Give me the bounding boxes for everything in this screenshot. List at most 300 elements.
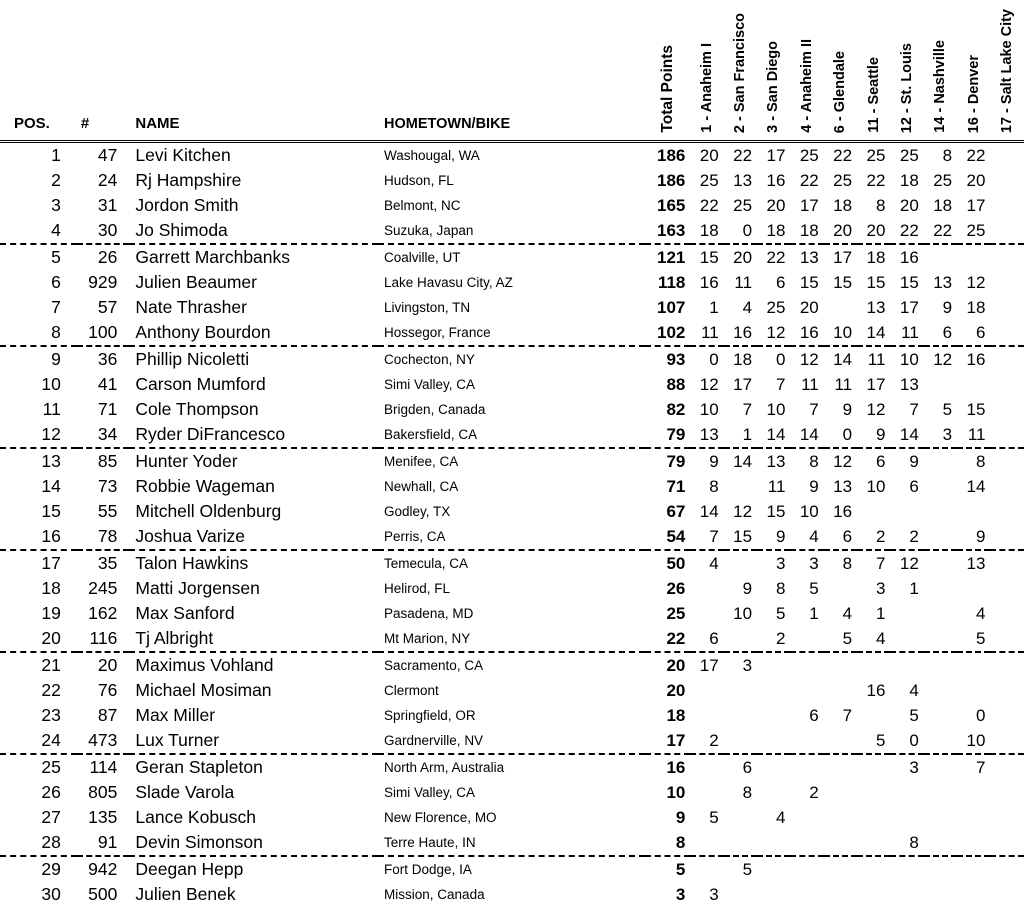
header-round-3 xyxy=(757,0,790,142)
cell-round-points: 14 xyxy=(857,320,890,346)
cell-round-points: 16 xyxy=(790,320,823,346)
cell-round-points xyxy=(990,830,1024,856)
cell-round-points xyxy=(957,652,990,678)
cell-round-points: 5 xyxy=(690,805,723,830)
cell-round-points: 4 xyxy=(824,601,857,626)
cell-rider-number: 100 xyxy=(77,320,130,346)
cell-round-points xyxy=(924,780,957,805)
cell-round-points: 10 xyxy=(757,397,790,422)
cell-round-points xyxy=(790,728,823,754)
cell-round-points xyxy=(690,576,723,601)
cell-round-points xyxy=(790,626,823,652)
cell-round-points: 13 xyxy=(857,295,890,320)
cell-round-points xyxy=(690,780,723,805)
cell-total-points: 26 xyxy=(645,576,690,601)
cell-position: 30 xyxy=(0,882,77,907)
cell-round-points: 12 xyxy=(790,346,823,372)
cell-position: 12 xyxy=(0,422,77,448)
table-row xyxy=(0,703,1024,728)
cell-round-points: 22 xyxy=(857,168,890,193)
cell-rider-number: 245 xyxy=(77,576,130,601)
cell-round-points xyxy=(924,244,957,270)
header-round-3-label: 3 - San Diego xyxy=(766,41,781,133)
cell-round-points: 5 xyxy=(924,397,957,422)
cell-round-points: 15 xyxy=(957,397,990,422)
cell-rider-number: 20 xyxy=(77,652,130,678)
cell-rider-name: Phillip Nicoletti xyxy=(129,346,378,372)
cell-round-points: 4 xyxy=(724,295,757,320)
cell-round-points: 18 xyxy=(790,218,823,244)
cell-round-points xyxy=(890,882,923,907)
header-round-2-label: 2 - San Francisco xyxy=(733,13,748,133)
cell-round-points xyxy=(990,346,1024,372)
cell-total-points: 5 xyxy=(645,856,690,882)
cell-round-points xyxy=(857,830,890,856)
cell-rider-number: 500 xyxy=(77,882,130,907)
cell-round-points: 25 xyxy=(724,193,757,218)
cell-round-points xyxy=(957,244,990,270)
cell-round-points xyxy=(957,882,990,907)
cell-hometown: Springfield, OR xyxy=(378,703,645,728)
cell-round-points: 16 xyxy=(690,270,723,295)
cell-total-points: 107 xyxy=(645,295,690,320)
header-number: # xyxy=(77,0,130,142)
cell-round-points xyxy=(924,448,957,474)
cell-round-points: 2 xyxy=(890,524,923,550)
cell-total-points: 186 xyxy=(645,168,690,193)
cell-round-points xyxy=(890,805,923,830)
cell-round-points: 22 xyxy=(924,218,957,244)
cell-round-points xyxy=(824,780,857,805)
cell-rider-name: Devin Simonson xyxy=(129,830,378,856)
table-row xyxy=(0,805,1024,830)
header-round-4-label: 4 - Anaheim II xyxy=(800,39,815,133)
cell-round-points: 17 xyxy=(757,142,790,169)
cell-round-points: 20 xyxy=(824,218,857,244)
cell-round-points xyxy=(990,422,1024,448)
cell-round-points: 6 xyxy=(857,448,890,474)
cell-hometown: Helirod, FL xyxy=(378,576,645,601)
cell-round-points xyxy=(990,448,1024,474)
cell-position: 17 xyxy=(0,550,77,576)
header-hometown-bike: HOMETOWN/BIKE xyxy=(378,0,645,142)
cell-rider-number: 473 xyxy=(77,728,130,754)
table-body xyxy=(0,142,1024,907)
cell-position: 10 xyxy=(0,372,77,397)
header-round-1 xyxy=(690,0,723,142)
cell-round-points: 8 xyxy=(724,780,757,805)
cell-round-points: 15 xyxy=(824,270,857,295)
cell-position: 3 xyxy=(0,193,77,218)
cell-rider-number: 87 xyxy=(77,703,130,728)
cell-round-points xyxy=(790,754,823,780)
cell-round-points: 11 xyxy=(790,372,823,397)
table-row xyxy=(0,499,1024,524)
cell-rider-number: 31 xyxy=(77,193,130,218)
cell-rider-name: Geran Stapleton xyxy=(129,754,378,780)
cell-total-points: 50 xyxy=(645,550,690,576)
cell-rider-number: 35 xyxy=(77,550,130,576)
cell-rider-number: 71 xyxy=(77,397,130,422)
cell-round-points: 15 xyxy=(857,270,890,295)
table-row xyxy=(0,474,1024,499)
cell-round-points xyxy=(790,652,823,678)
cell-round-points xyxy=(890,652,923,678)
header-round-17-label: 17 - Salt Lake City xyxy=(1000,9,1015,133)
cell-round-points xyxy=(924,830,957,856)
cell-position: 23 xyxy=(0,703,77,728)
cell-position: 4 xyxy=(0,218,77,244)
cell-round-points: 9 xyxy=(790,474,823,499)
cell-round-points xyxy=(690,678,723,703)
table-row xyxy=(0,193,1024,218)
cell-round-points xyxy=(724,678,757,703)
cell-rider-number: 805 xyxy=(77,780,130,805)
cell-hometown: Terre Haute, IN xyxy=(378,830,645,856)
cell-round-points xyxy=(924,601,957,626)
cell-round-points xyxy=(990,474,1024,499)
cell-round-points xyxy=(824,805,857,830)
cell-hometown: Hudson, FL xyxy=(378,168,645,193)
cell-round-points xyxy=(957,678,990,703)
cell-round-points: 8 xyxy=(824,550,857,576)
cell-round-points: 6 xyxy=(824,524,857,550)
cell-round-points: 17 xyxy=(824,244,857,270)
cell-round-points xyxy=(990,652,1024,678)
cell-round-points: 8 xyxy=(757,576,790,601)
table-row xyxy=(0,830,1024,856)
cell-total-points: 9 xyxy=(645,805,690,830)
cell-round-points: 0 xyxy=(824,422,857,448)
cell-round-points xyxy=(990,244,1024,270)
cell-round-points: 11 xyxy=(690,320,723,346)
cell-round-points: 14 xyxy=(890,422,923,448)
cell-round-points: 12 xyxy=(690,372,723,397)
cell-round-points: 20 xyxy=(724,244,757,270)
cell-round-points: 4 xyxy=(757,805,790,830)
cell-rider-name: Anthony Bourdon xyxy=(129,320,378,346)
cell-round-points xyxy=(757,678,790,703)
cell-hometown: Coalville, UT xyxy=(378,244,645,270)
cell-position: 29 xyxy=(0,856,77,882)
cell-round-points: 14 xyxy=(690,499,723,524)
cell-round-points: 8 xyxy=(890,830,923,856)
cell-round-points: 13 xyxy=(924,270,957,295)
cell-round-points: 3 xyxy=(757,550,790,576)
cell-round-points xyxy=(924,728,957,754)
cell-round-points: 9 xyxy=(890,448,923,474)
cell-position: 24 xyxy=(0,728,77,754)
cell-round-points: 7 xyxy=(824,703,857,728)
table-row xyxy=(0,882,1024,907)
cell-round-points: 5 xyxy=(757,601,790,626)
table-row xyxy=(0,524,1024,550)
cell-round-points: 12 xyxy=(957,270,990,295)
table-row xyxy=(0,295,1024,320)
cell-rider-number: 78 xyxy=(77,524,130,550)
cell-round-points xyxy=(790,805,823,830)
cell-round-points: 9 xyxy=(724,576,757,601)
cell-round-points: 5 xyxy=(724,856,757,882)
table-header xyxy=(0,0,1024,142)
cell-round-points: 18 xyxy=(890,168,923,193)
cell-round-points xyxy=(690,856,723,882)
cell-round-points: 0 xyxy=(724,218,757,244)
cell-rider-number: 41 xyxy=(77,372,130,397)
cell-round-points: 13 xyxy=(757,448,790,474)
cell-rider-name: Mitchell Oldenburg xyxy=(129,499,378,524)
cell-round-points: 11 xyxy=(890,320,923,346)
cell-round-points xyxy=(990,601,1024,626)
cell-round-points xyxy=(724,728,757,754)
cell-hometown: Suzuka, Japan xyxy=(378,218,645,244)
cell-rider-name: Jordon Smith xyxy=(129,193,378,218)
cell-position: 19 xyxy=(0,601,77,626)
cell-round-points xyxy=(757,856,790,882)
cell-hometown: Clermont xyxy=(378,678,645,703)
cell-round-points: 13 xyxy=(724,168,757,193)
cell-round-points xyxy=(757,754,790,780)
cell-position: 9 xyxy=(0,346,77,372)
cell-round-points: 11 xyxy=(857,346,890,372)
cell-round-points xyxy=(990,805,1024,830)
cell-rider-name: Hunter Yoder xyxy=(129,448,378,474)
cell-rider-name: Talon Hawkins xyxy=(129,550,378,576)
cell-round-points: 6 xyxy=(757,270,790,295)
cell-round-points xyxy=(957,780,990,805)
cell-round-points: 8 xyxy=(857,193,890,218)
cell-round-points xyxy=(690,703,723,728)
cell-round-points xyxy=(690,830,723,856)
cell-round-points: 25 xyxy=(890,142,923,169)
cell-round-points: 1 xyxy=(890,576,923,601)
cell-round-points: 17 xyxy=(790,193,823,218)
cell-round-points xyxy=(857,780,890,805)
table-row xyxy=(0,270,1024,295)
table-row xyxy=(0,652,1024,678)
cell-total-points: 71 xyxy=(645,474,690,499)
cell-round-points: 10 xyxy=(690,397,723,422)
cell-round-points: 17 xyxy=(724,372,757,397)
table-row xyxy=(0,856,1024,882)
header-round-12-label: 12 - St. Louis xyxy=(900,43,915,133)
cell-position: 16 xyxy=(0,524,77,550)
cell-round-points: 20 xyxy=(957,168,990,193)
cell-round-points: 14 xyxy=(790,422,823,448)
cell-rider-number: 47 xyxy=(77,142,130,169)
cell-round-points: 12 xyxy=(890,550,923,576)
table-row xyxy=(0,626,1024,652)
cell-round-points: 1 xyxy=(690,295,723,320)
cell-total-points: 186 xyxy=(645,142,690,169)
cell-hometown: Gardnerville, NV xyxy=(378,728,645,754)
cell-round-points: 3 xyxy=(724,652,757,678)
cell-round-points xyxy=(990,780,1024,805)
cell-round-points xyxy=(757,882,790,907)
cell-round-points: 13 xyxy=(790,244,823,270)
cell-round-points: 16 xyxy=(757,168,790,193)
cell-round-points: 7 xyxy=(857,550,890,576)
cell-round-points xyxy=(924,474,957,499)
cell-round-points xyxy=(824,830,857,856)
cell-rider-name: Maximus Vohland xyxy=(129,652,378,678)
cell-round-points xyxy=(957,856,990,882)
cell-rider-number: 73 xyxy=(77,474,130,499)
cell-round-points xyxy=(990,168,1024,193)
table-row xyxy=(0,320,1024,346)
cell-rider-name: Nate Thrasher xyxy=(129,295,378,320)
cell-rider-name: Slade Varola xyxy=(129,780,378,805)
cell-round-points: 1 xyxy=(857,601,890,626)
cell-round-points: 18 xyxy=(957,295,990,320)
cell-rider-name: Lux Turner xyxy=(129,728,378,754)
table-row xyxy=(0,576,1024,601)
cell-round-points xyxy=(924,856,957,882)
cell-total-points: 67 xyxy=(645,499,690,524)
cell-round-points: 10 xyxy=(857,474,890,499)
cell-round-points: 7 xyxy=(757,372,790,397)
cell-position: 15 xyxy=(0,499,77,524)
cell-total-points: 8 xyxy=(645,830,690,856)
cell-position: 5 xyxy=(0,244,77,270)
cell-round-points: 6 xyxy=(690,626,723,652)
cell-round-points: 3 xyxy=(890,754,923,780)
cell-round-points: 25 xyxy=(757,295,790,320)
cell-rider-name: Carson Mumford xyxy=(129,372,378,397)
cell-round-points: 18 xyxy=(690,218,723,244)
cell-round-points xyxy=(990,550,1024,576)
table-row xyxy=(0,678,1024,703)
cell-round-points: 18 xyxy=(724,346,757,372)
cell-round-points: 9 xyxy=(824,397,857,422)
table-row xyxy=(0,346,1024,372)
cell-round-points xyxy=(757,703,790,728)
cell-rider-name: Lance Kobusch xyxy=(129,805,378,830)
cell-round-points xyxy=(957,576,990,601)
cell-round-points: 2 xyxy=(857,524,890,550)
table-row xyxy=(0,372,1024,397)
cell-round-points xyxy=(724,550,757,576)
cell-position: 27 xyxy=(0,805,77,830)
cell-round-points: 5 xyxy=(890,703,923,728)
cell-rider-number: 36 xyxy=(77,346,130,372)
cell-round-points: 6 xyxy=(924,320,957,346)
cell-hometown: Sacramento, CA xyxy=(378,652,645,678)
cell-round-points: 0 xyxy=(957,703,990,728)
cell-round-points xyxy=(857,856,890,882)
cell-round-points: 4 xyxy=(690,550,723,576)
table-row xyxy=(0,448,1024,474)
cell-round-points: 6 xyxy=(890,474,923,499)
cell-hometown: Lake Havasu City, AZ xyxy=(378,270,645,295)
cell-round-points xyxy=(890,780,923,805)
header-row xyxy=(0,0,1024,142)
table-row xyxy=(0,601,1024,626)
cell-round-points: 16 xyxy=(824,499,857,524)
cell-position: 22 xyxy=(0,678,77,703)
table-row xyxy=(0,550,1024,576)
cell-round-points: 16 xyxy=(890,244,923,270)
cell-rider-name: Matti Jorgensen xyxy=(129,576,378,601)
cell-round-points xyxy=(790,830,823,856)
cell-total-points: 54 xyxy=(645,524,690,550)
cell-round-points: 9 xyxy=(957,524,990,550)
cell-round-points: 18 xyxy=(757,218,790,244)
cell-hometown: Mt Marion, NY xyxy=(378,626,645,652)
cell-rider-number: 26 xyxy=(77,244,130,270)
header-total-points xyxy=(645,0,690,142)
cell-round-points: 12 xyxy=(757,320,790,346)
cell-round-points xyxy=(790,882,823,907)
cell-round-points: 16 xyxy=(957,346,990,372)
cell-round-points: 22 xyxy=(790,168,823,193)
cell-round-points xyxy=(824,882,857,907)
cell-round-points: 18 xyxy=(857,244,890,270)
cell-total-points: 22 xyxy=(645,626,690,652)
cell-round-points: 7 xyxy=(690,524,723,550)
cell-total-points: 25 xyxy=(645,601,690,626)
cell-round-points: 6 xyxy=(790,703,823,728)
cell-round-points: 15 xyxy=(790,270,823,295)
cell-round-points xyxy=(924,652,957,678)
cell-position: 6 xyxy=(0,270,77,295)
cell-round-points: 15 xyxy=(690,244,723,270)
header-round-1-label: 1 - Anaheim I xyxy=(700,43,715,133)
cell-round-points: 9 xyxy=(690,448,723,474)
header-round-2 xyxy=(724,0,757,142)
cell-round-points: 3 xyxy=(924,422,957,448)
cell-round-points xyxy=(824,678,857,703)
cell-round-points: 14 xyxy=(824,346,857,372)
cell-round-points: 10 xyxy=(824,320,857,346)
cell-round-points: 20 xyxy=(857,218,890,244)
header-total-points-label: Total Points xyxy=(660,45,676,133)
cell-round-points xyxy=(924,372,957,397)
cell-round-points xyxy=(990,372,1024,397)
cell-position: 13 xyxy=(0,448,77,474)
cell-round-points xyxy=(890,601,923,626)
cell-position: 14 xyxy=(0,474,77,499)
cell-round-points: 14 xyxy=(724,448,757,474)
cell-round-points xyxy=(957,805,990,830)
header-round-16-label: 16 - Denver xyxy=(967,55,982,133)
cell-round-points: 2 xyxy=(790,780,823,805)
cell-total-points: 10 xyxy=(645,780,690,805)
cell-round-points xyxy=(924,754,957,780)
cell-round-points: 7 xyxy=(957,754,990,780)
cell-round-points: 15 xyxy=(757,499,790,524)
cell-round-points: 12 xyxy=(724,499,757,524)
cell-round-points xyxy=(990,295,1024,320)
cell-round-points xyxy=(724,805,757,830)
cell-hometown: Pasadena, MD xyxy=(378,601,645,626)
cell-round-points: 2 xyxy=(690,728,723,754)
cell-round-points xyxy=(724,626,757,652)
cell-round-points: 4 xyxy=(790,524,823,550)
cell-round-points xyxy=(957,830,990,856)
cell-round-points xyxy=(990,218,1024,244)
cell-position: 18 xyxy=(0,576,77,601)
cell-rider-number: 116 xyxy=(77,626,130,652)
cell-rider-number: 135 xyxy=(77,805,130,830)
cell-rider-number: 114 xyxy=(77,754,130,780)
cell-round-points xyxy=(924,678,957,703)
header-round-4 xyxy=(790,0,823,142)
cell-round-points: 17 xyxy=(857,372,890,397)
cell-round-points: 25 xyxy=(824,168,857,193)
cell-round-points xyxy=(990,728,1024,754)
cell-round-points xyxy=(957,372,990,397)
